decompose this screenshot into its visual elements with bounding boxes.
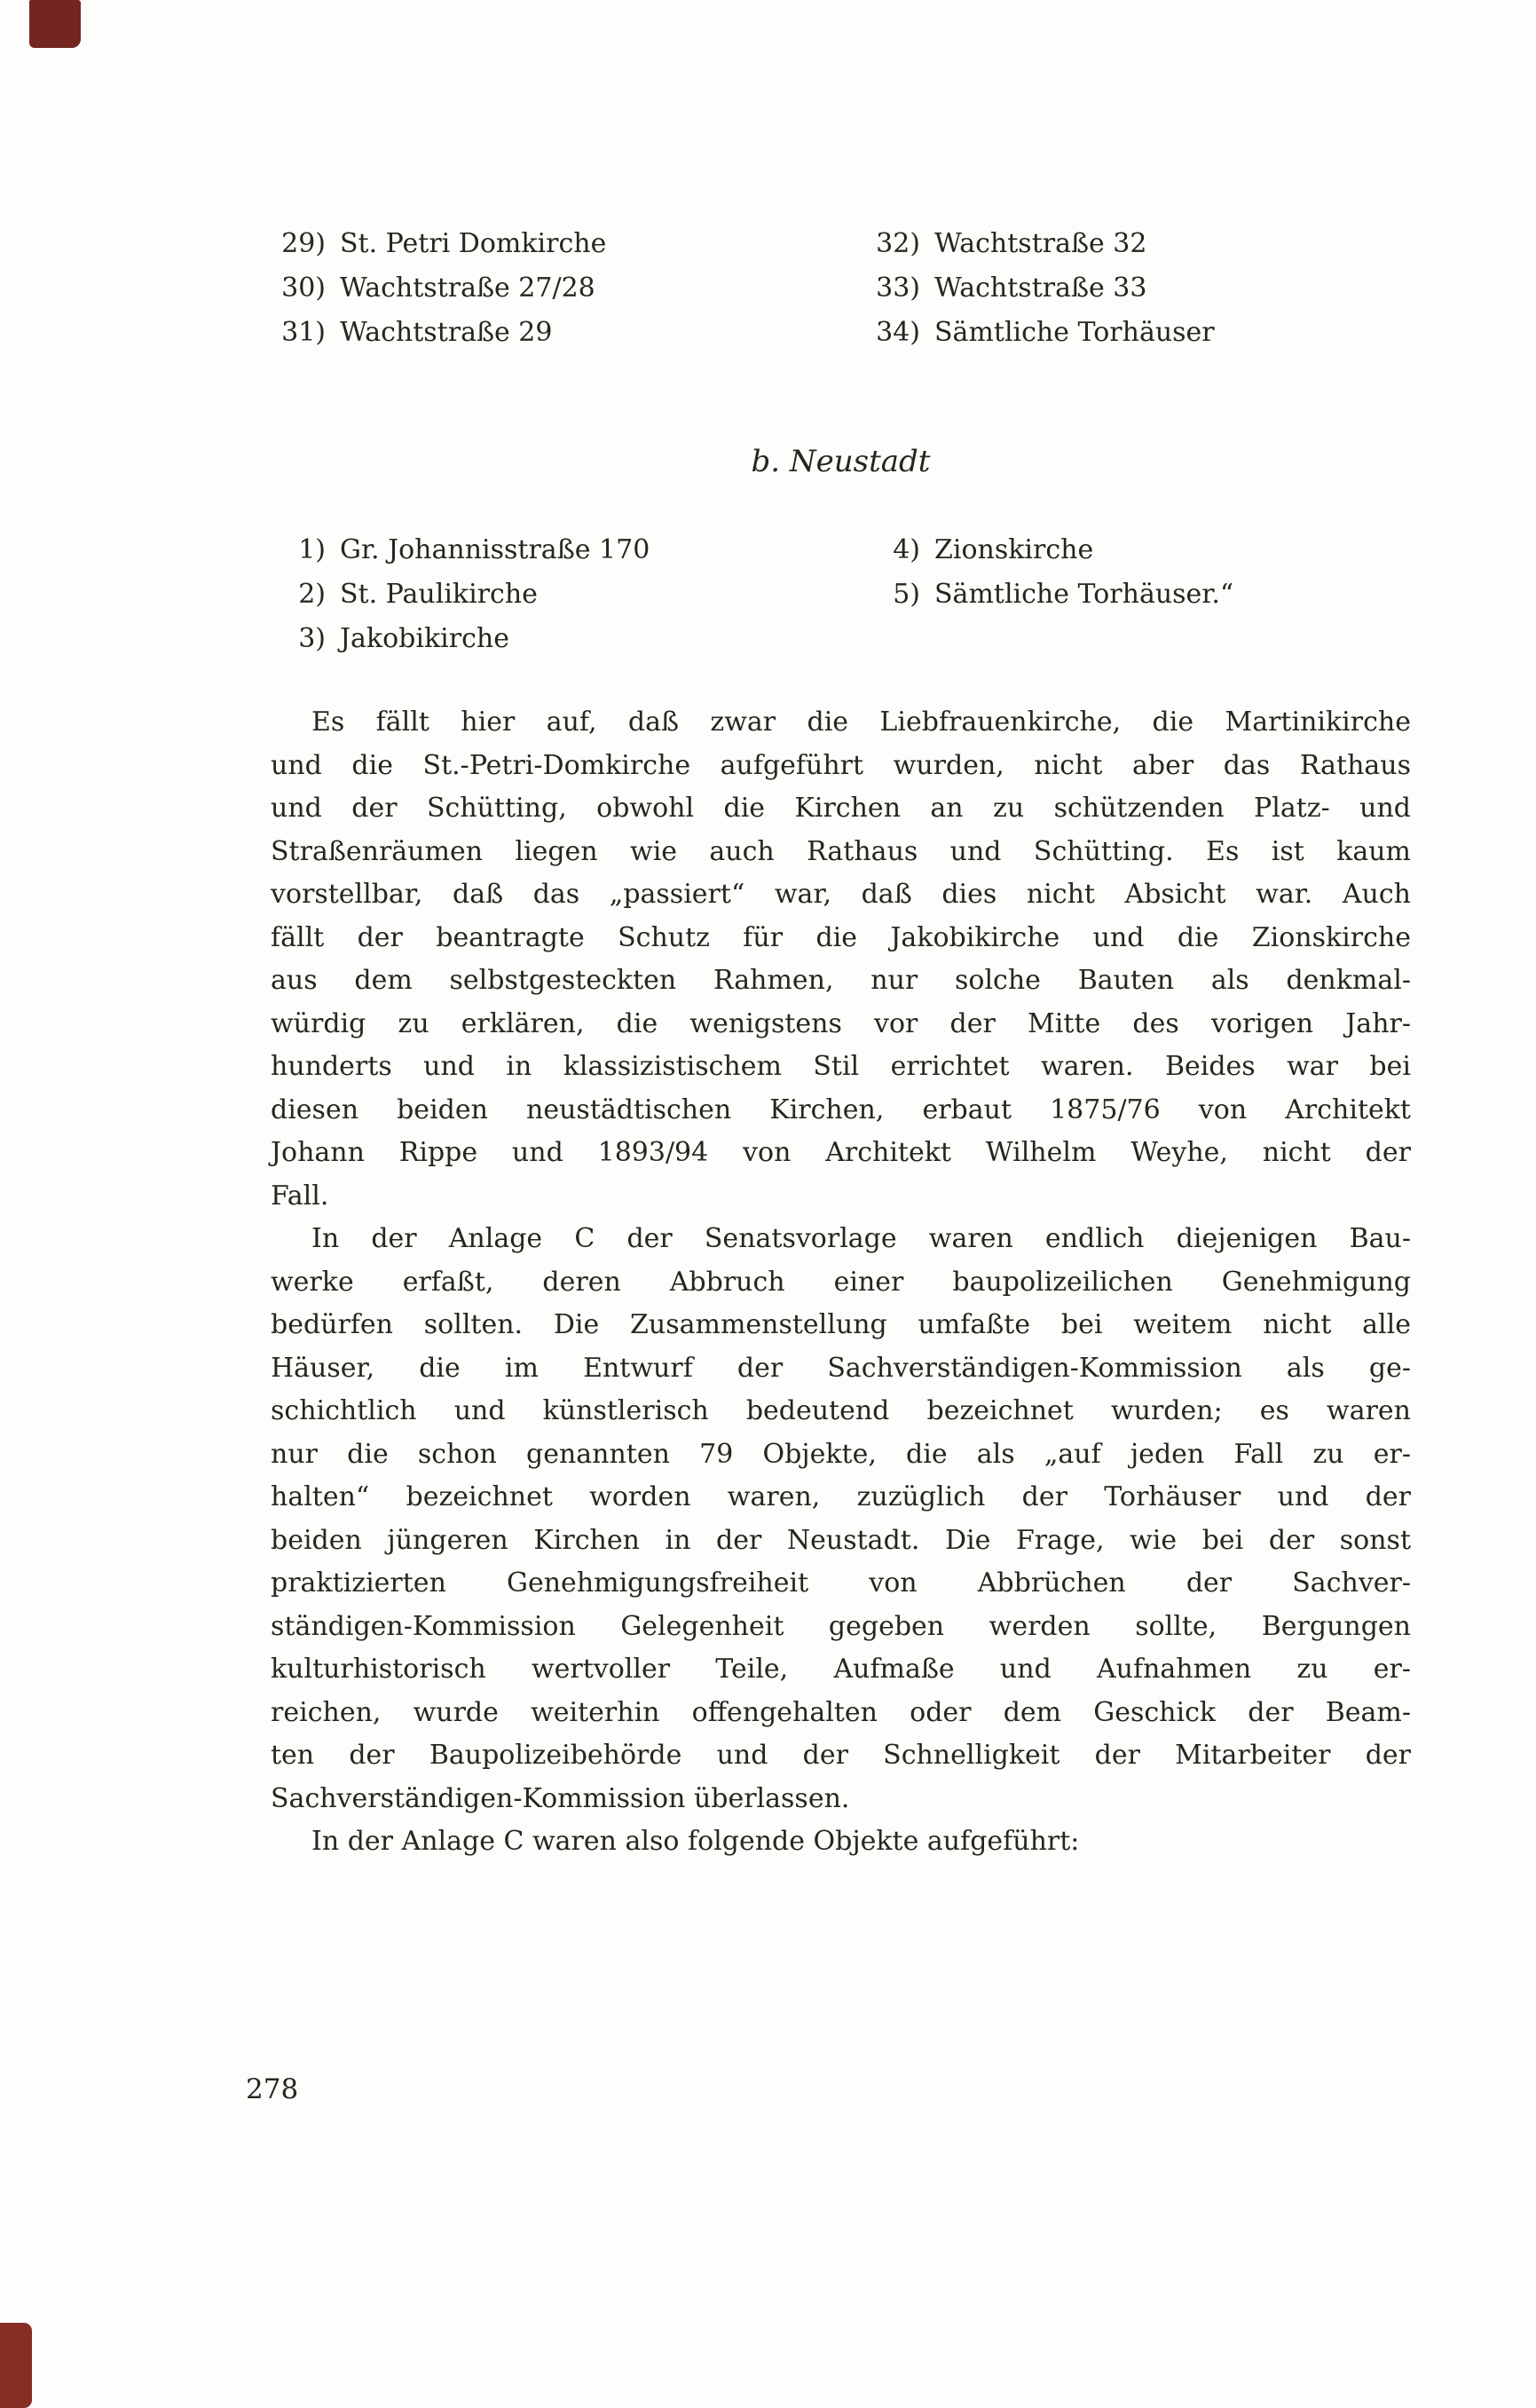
text-line: diesen beiden neustädtischen Kirchen, erbaut 1875/76 von Architekt bbox=[271, 1093, 1411, 1125]
text-line: Straßenräumen liegen wie auch Rathaus und Schütting. Es ist kaum bbox=[271, 835, 1411, 867]
text-line: werke erfaßt, deren Abbruch einer baupolizeilichen Genehmigung bbox=[271, 1266, 1411, 1298]
list-item-number: 34) bbox=[876, 317, 920, 348]
list-item bbox=[271, 222, 606, 266]
text-line: würdig zu erklären, die wenigstens vor der Mitte des vorigen Jahr- bbox=[271, 1007, 1411, 1039]
list-item-number: 5) bbox=[893, 579, 920, 610]
text-line: und der Schütting, obwohl die Kirchen an zu schützenden Platz- und bbox=[271, 793, 1411, 824]
paragraph bbox=[271, 701, 1411, 1218]
text-line: Johann Rippe und 1893/94 von Architekt Wilhelm Weyhe, nicht der bbox=[271, 1137, 1411, 1168]
scan-mark-bottom-left bbox=[0, 2323, 32, 2408]
text-line: ten der Baupolizeibehörde und der Schnelligkeit der Mitarbeiter der bbox=[271, 1740, 1411, 1771]
list-item bbox=[271, 311, 606, 355]
text-line: halten“ bezeichnet worden waren, zuzüglich der Torhäuser und der bbox=[271, 1481, 1411, 1512]
list-item-label: Wachtstraße 32 bbox=[934, 228, 1147, 259]
list-item-label: Jakobikirche bbox=[340, 623, 509, 654]
text-line: bedürfen sollten. Die Zusammenstellung umfaßte bei weitem nicht alle bbox=[271, 1309, 1411, 1340]
list-item-label: St. Paulikirche bbox=[340, 579, 538, 610]
object-list-a-right-column bbox=[865, 222, 1215, 355]
text-line: aus dem selbstgesteckten Rahmen, nur solche Bauten als denkmal- bbox=[271, 965, 1411, 996]
text-line: kulturhistorisch wertvoller Teile, Aufmaße und Aufnahmen zu er- bbox=[271, 1654, 1411, 1685]
list-item-number: 1) bbox=[298, 534, 326, 565]
list-item bbox=[271, 617, 650, 661]
list-item-label: Gr. Johannisstraße 170 bbox=[340, 534, 650, 565]
list-item-label: Wachtstraße 27/28 bbox=[340, 272, 595, 304]
list-item bbox=[865, 311, 1215, 355]
list-item-number: 3) bbox=[298, 623, 326, 654]
text-line: hunderts und in klassizistischem Stil errichtet waren. Beides war bei bbox=[271, 1051, 1411, 1082]
list-item bbox=[271, 266, 606, 311]
text-line: beiden jüngeren Kirchen in der Neustadt. Die Frage, wie bei der sonst bbox=[271, 1524, 1411, 1556]
text-line: nur die schon genannten 79 Objekte, die als „auf jeden Fall zu er- bbox=[271, 1438, 1411, 1470]
paragraph bbox=[271, 1820, 1411, 1864]
scan-mark-top-left bbox=[29, 0, 81, 48]
list-item-label: St. Petri Domkirche bbox=[340, 228, 607, 259]
text-line: fällt der beantragte Schutz für die Jakobikirche und die Zionskirche bbox=[271, 921, 1411, 953]
text-line: In der Anlage C der Senatsvorlage waren endlich diejenigen Bau- bbox=[311, 1223, 1411, 1254]
list-item bbox=[865, 266, 1215, 311]
text-line: und die St.-Petri-Domkirche aufgeführt wurden, nicht aber das Rathaus bbox=[271, 749, 1411, 781]
body-text bbox=[271, 701, 1411, 1864]
text-line: In der Anlage C waren also folgende Objekte aufgeführt: bbox=[311, 1826, 1080, 1857]
list-item-number: 29) bbox=[281, 228, 326, 259]
list-item bbox=[271, 572, 650, 617]
text-line: schichtlich und künstlerisch bedeutend bezeichnet wurden; es waren bbox=[271, 1395, 1411, 1426]
list-item-number: 32) bbox=[876, 228, 920, 259]
list-item-label: Wachtstraße 29 bbox=[340, 317, 553, 348]
list-item-number: 4) bbox=[893, 534, 920, 565]
object-list-b-right-column bbox=[865, 528, 1233, 617]
list-item-number: 33) bbox=[876, 272, 920, 304]
list-item bbox=[865, 222, 1215, 266]
section-heading: b. Neustadt bbox=[751, 444, 931, 479]
list-item bbox=[865, 528, 1233, 572]
text-line: Sachverständigen-Kommission überlassen. bbox=[271, 1782, 850, 1814]
list-item bbox=[865, 572, 1233, 617]
object-list-b-left-column bbox=[271, 528, 650, 661]
list-item-label: Zionskirche bbox=[934, 534, 1094, 565]
text-line: Fall. bbox=[271, 1180, 329, 1212]
list-item-label: Wachtstraße 33 bbox=[934, 272, 1147, 304]
list-item-number: 31) bbox=[281, 317, 326, 348]
text-line: vorstellbar, daß das „passiert“ war, daß dies nicht Absicht war. Auch bbox=[271, 879, 1411, 910]
list-item-number: 2) bbox=[298, 579, 326, 610]
text-line: ständigen-Kommission Gelegenheit gegeben werden sollte, Bergungen bbox=[271, 1610, 1411, 1642]
list-item-number: 30) bbox=[281, 272, 326, 304]
text-line: reichen, wurde weiterhin offengehalten oder dem Geschick der Beam- bbox=[271, 1696, 1411, 1728]
text-line: Es fällt hier auf, daß zwar die Liebfrauenkirche, die Martinikirche bbox=[311, 707, 1411, 738]
page-number: 278 bbox=[246, 2073, 299, 2105]
list-item-label: Sämtliche Torhäuser.“ bbox=[934, 579, 1234, 610]
text-line: praktizierten Genehmigungsfreiheit von Abbrüchen der Sachver- bbox=[271, 1567, 1411, 1599]
list-item-label: Sämtliche Torhäuser bbox=[934, 317, 1215, 348]
text-line: Häuser, die im Entwurf der Sachverständigen-Kommission als ge- bbox=[271, 1352, 1411, 1384]
object-list-a-left-column bbox=[271, 222, 606, 355]
list-item bbox=[271, 528, 650, 572]
paragraph bbox=[271, 1218, 1411, 1820]
